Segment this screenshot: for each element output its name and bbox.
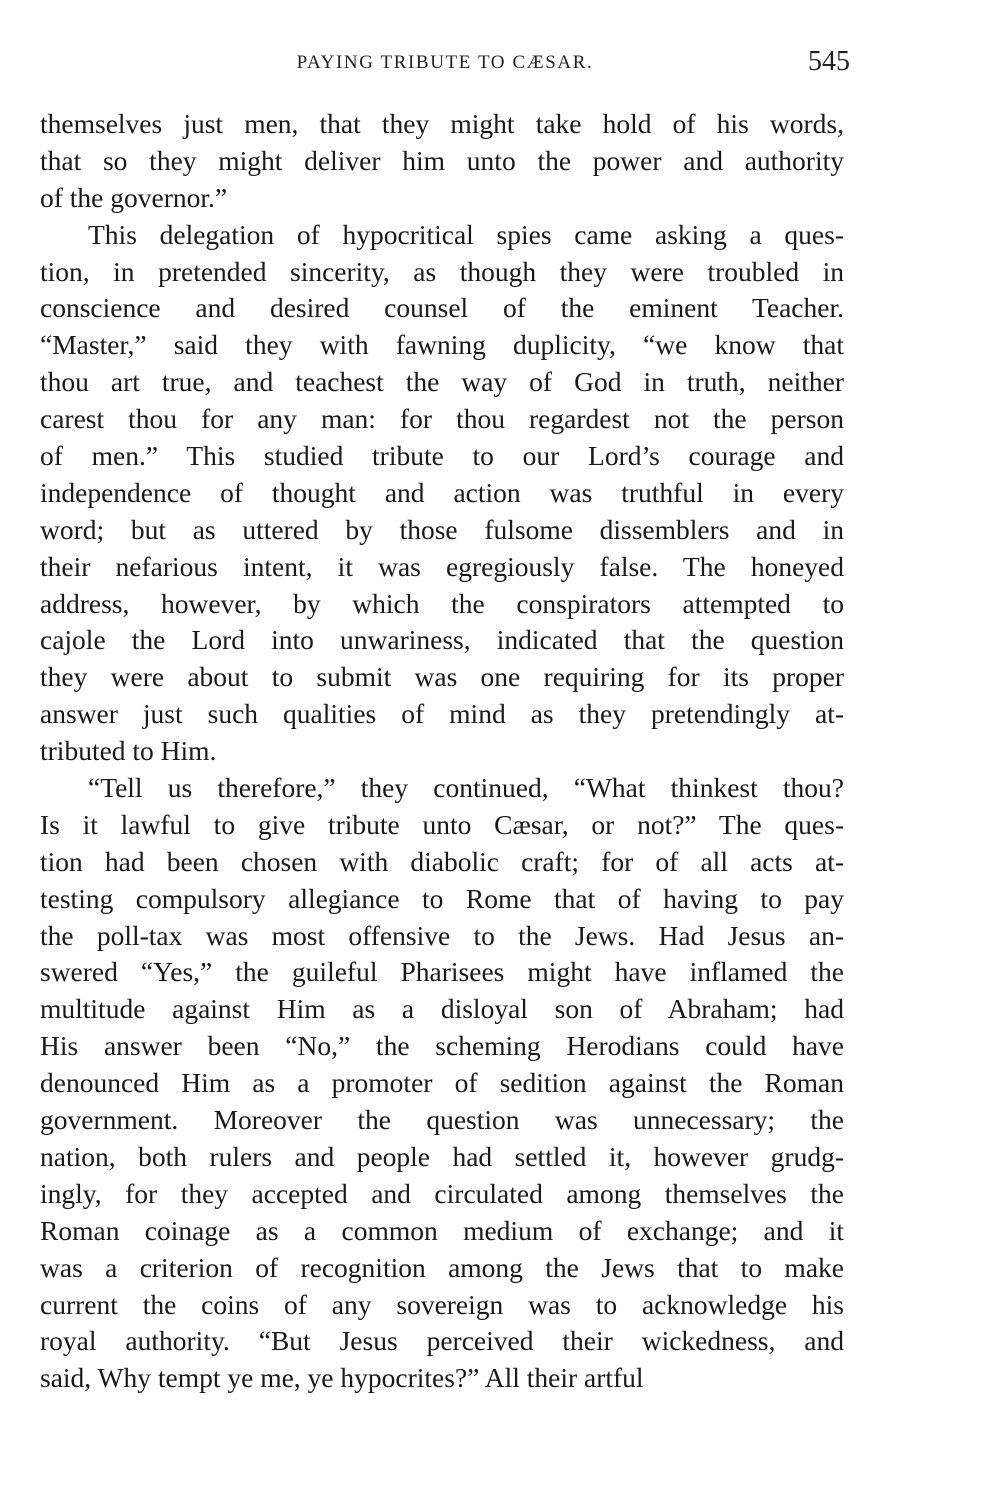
text-line: independence of thought and action was truthful in every <box>40 476 844 508</box>
text-line: swered “Yes,” the guileful Pharisees might have inflamed the <box>40 956 844 988</box>
text-line: “Tell us therefore,” they continued, “What thinkest thou? <box>88 772 844 804</box>
text-line: tributed to Him. <box>40 735 217 767</box>
text-line: thou art true, and teachest the way of God in truth, neither <box>40 366 844 398</box>
page-number: 545 <box>808 46 850 77</box>
text-line: themselves just men, that they might take hold of his words, <box>40 108 844 139</box>
text-line: Is it lawful to give tribute unto Cæsar, or not?” The ques- <box>40 808 844 840</box>
running-head <box>40 46 850 82</box>
text-line: answer just such qualities of mind as they pretendingly at- <box>40 698 844 730</box>
text-line: their nefarious intent, it was egregiously false. The honeyed <box>40 550 844 582</box>
text-line: was a criterion of recognition among the Jews that to make <box>40 1251 844 1283</box>
text-line: address, however, by which the conspirators attempted to <box>40 587 844 619</box>
text-line: said, Why tempt ye me, ye hypocrites?” All their artful <box>40 1362 644 1394</box>
text-line: nation, both rulers and people had settled it, however grudg- <box>40 1140 844 1172</box>
text-line: conscience and desired counsel of the eminent Teacher. <box>40 292 844 324</box>
text-line: His answer been “No,” the scheming Herodians could have <box>40 1030 844 1062</box>
paragraph <box>40 770 844 1397</box>
text-line: Roman coinage as a common medium of exchange; and it <box>40 1214 844 1246</box>
text-line: current the coins of any sovereign was to acknowledge his <box>40 1288 844 1320</box>
text-line: cajole the Lord into unwariness, indicated that the question <box>40 624 844 656</box>
text-line: This delegation of hypocritical spies came asking a ques- <box>88 218 844 250</box>
text-line: ingly, for they accepted and circulated among themselves the <box>40 1177 844 1209</box>
text-line: denounced Him as a promoter of sedition against the Roman <box>40 1067 844 1099</box>
text-line: they were about to submit was one requiring for its proper <box>40 661 844 693</box>
paragraph <box>40 106 844 217</box>
text-line: word; but as uttered by those fulsome dissemblers and in <box>40 513 844 545</box>
text-line: of the governor.” <box>40 181 228 213</box>
text-line: royal authority. “But Jesus perceived their wickedness, and <box>40 1325 844 1357</box>
text-line: tion had been chosen with diabolic craft; for of all acts at- <box>40 845 844 877</box>
paragraph <box>40 217 844 770</box>
text-line: the poll-tax was most offensive to the Jews. Had Jesus an- <box>40 919 844 951</box>
text-line: carest thou for any man: for thou regardest not the person <box>40 403 844 435</box>
text-line: multitude against Him as a disloyal son of Abraham; had <box>40 993 844 1025</box>
text-line: government. Moreover the question was unnecessary; the <box>40 1104 844 1136</box>
text-line: that so they might deliver him unto the power and authority <box>40 144 844 176</box>
text-line: tion, in pretended sincerity, as though they were troubled in <box>40 255 844 287</box>
body-text <box>40 106 844 1397</box>
text-line: testing compulsory allegiance to Rome that of having to pay <box>40 882 844 914</box>
text-line: “Master,” said they with fawning duplicity, “we know that <box>40 329 844 361</box>
running-title: PAYING TRIBUTE TO CÆSAR. <box>296 52 594 73</box>
text-line: of men.” This studied tribute to our Lord’s courage and <box>40 440 844 472</box>
